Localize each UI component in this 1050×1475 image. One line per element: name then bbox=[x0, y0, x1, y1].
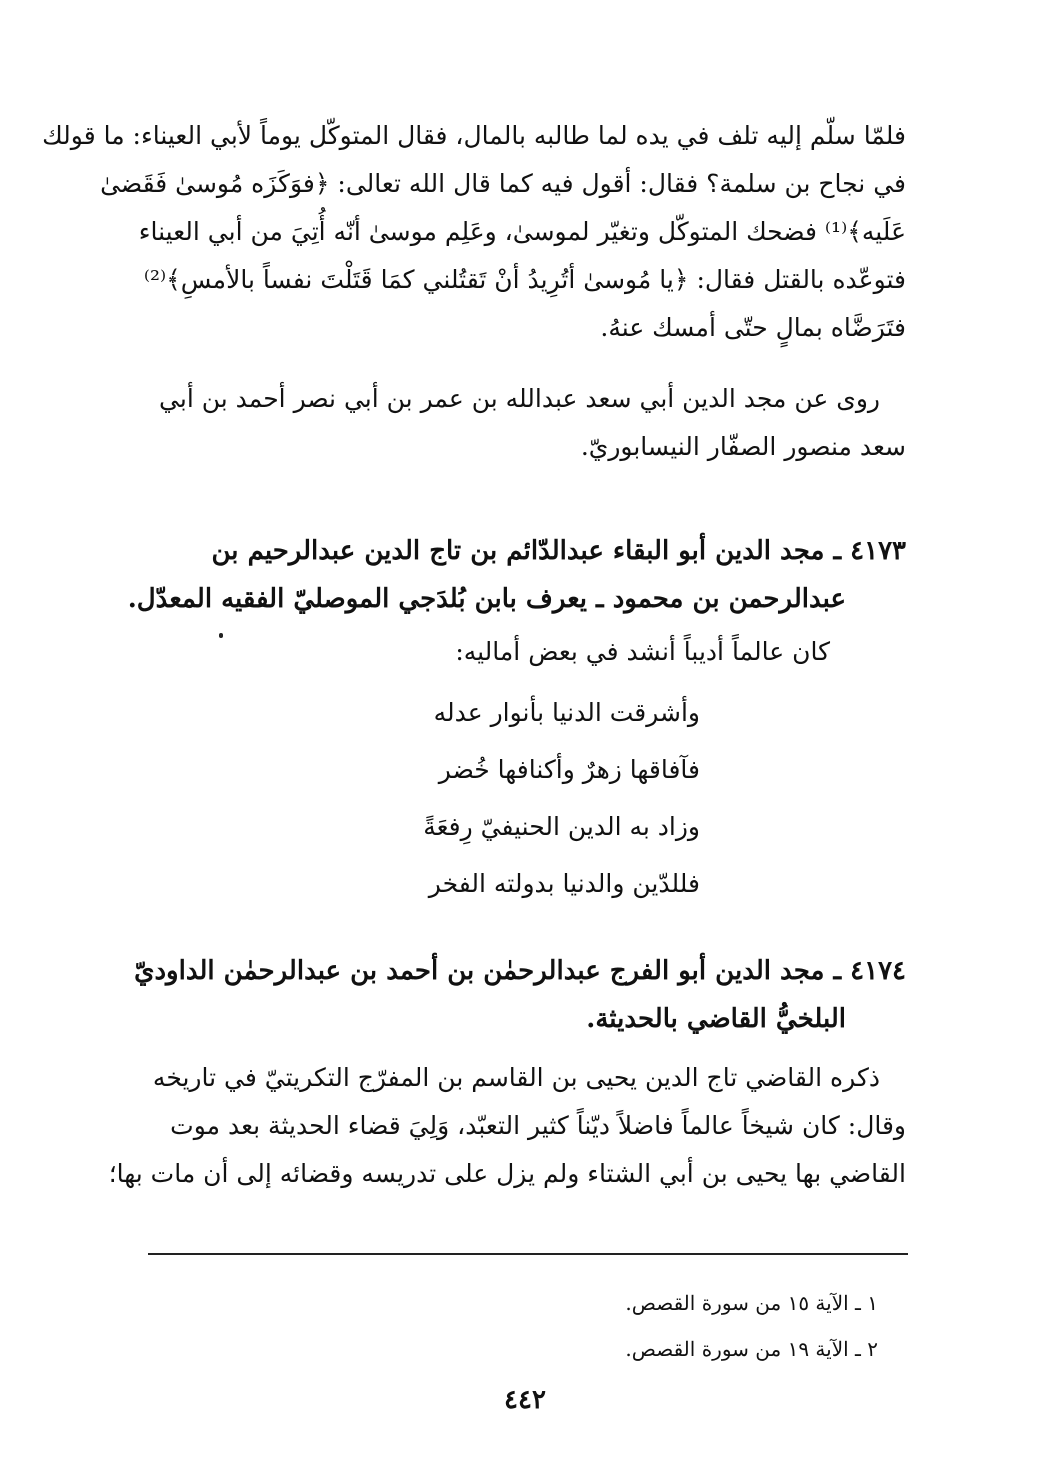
footnotes bbox=[300, 1280, 878, 1372]
text-line: وقال: كان شيخاً عالماً فاضلاً ديّناً كثير التعبّد، وَلِيَ قضاء الحديثة بعد موت bbox=[170, 1111, 906, 1140]
paragraph-intro-poem bbox=[150, 628, 830, 676]
text-line: فلمّا سلّم إليه تلف في يده لما طالبه بالمال، فقال المتوكّل يوماً لأبي العيناء: ما قولك bbox=[42, 121, 906, 150]
text-line: في نجاح بن سلمة؟ فقال: أقول فيه كما قال الله تعالى: ﴿فوَكَزَه مُوسىٰ فَقَضىٰ bbox=[100, 169, 906, 198]
text-line: عَلَيه﴾⁽¹⁾ فضحك المتوكّل وتغيّر لموسىٰ، وعَلِم موسىٰ أنّه أُتِيَ من أبي العيناء bbox=[138, 217, 906, 246]
text-line: ذكره القاضي تاج الدين يحيى بن القاسم بن المفرّج التكريتيّ في تاريخه bbox=[152, 1063, 880, 1092]
entry-title-line: ٤١٧٣ ـ مجد الدين أبو البقاء عبدالدّائم بن تاج الدين عبدالرحيم بن bbox=[211, 536, 906, 566]
text-line: سعد منصور الصفّار النيسابوريّ. bbox=[580, 432, 906, 461]
text-line: فتوعّده بالقتل فقال: ﴿يا مُوسىٰ أتُرِيدُ أنْ تَقتُلني كمَا قَتَلْتَ نفساً بالأمسِ﴾⁽²⁾ bbox=[143, 265, 906, 294]
entry-title-line: ٤١٧٤ ـ مجد الدين أبو الفرج عبدالرحمٰن بن أحمد بن عبدالرحمٰن الداوديّ bbox=[134, 956, 906, 986]
poem-verse: فآفاقها زهرٌ وأكنافها خُضر bbox=[438, 755, 700, 784]
text-line: روى عن مجد الدين أبي سعد عبدالله بن عمر بن أبي نصر أحمد بن أبي bbox=[159, 384, 880, 413]
entry-heading-4173 bbox=[127, 527, 906, 623]
text-line: القاضي بها يحيى بن أبي الشتاء ولم يزل على تدريسه وقضائه إلى أن مات بها؛ bbox=[108, 1159, 906, 1188]
entry-title-line: البلخيُّ القاضي بالحديثة. bbox=[586, 1004, 846, 1034]
poem-verse: فللدّين والدنيا بدولته الفخر bbox=[428, 869, 700, 898]
footnote-divider bbox=[148, 1253, 908, 1255]
paragraph-narrative bbox=[42, 112, 906, 352]
text-line: كان عالماً أديباً أنشد في بعض أماليه: bbox=[455, 637, 830, 666]
footnote: ٢ ـ الآية ١٩ من سورة القصص. bbox=[625, 1337, 878, 1361]
text-line: فتَرَضَّاه بمالٍ حتّى أمسك عنهُ. bbox=[600, 313, 906, 342]
poem-verse: وزاد به الدين الحنيفيّ رِفعَةً bbox=[423, 812, 700, 841]
entry-title-line: عبدالرحمن بن محمود ـ يعرف بابن بُلدَجي الموصليّ الفقيه المعدّل. bbox=[127, 584, 846, 614]
paragraph-narration bbox=[150, 375, 906, 471]
footnote: ١ ـ الآية ١٥ من سورة القصص. bbox=[625, 1291, 878, 1315]
entry-heading-4174 bbox=[134, 947, 906, 1043]
poem-verse: وأشرقت الدنيا بأنوار عدله bbox=[433, 698, 700, 727]
page-number: ٤٤٢ bbox=[504, 1385, 546, 1415]
paragraph-biography bbox=[108, 1054, 906, 1198]
poem-verses bbox=[300, 684, 700, 912]
